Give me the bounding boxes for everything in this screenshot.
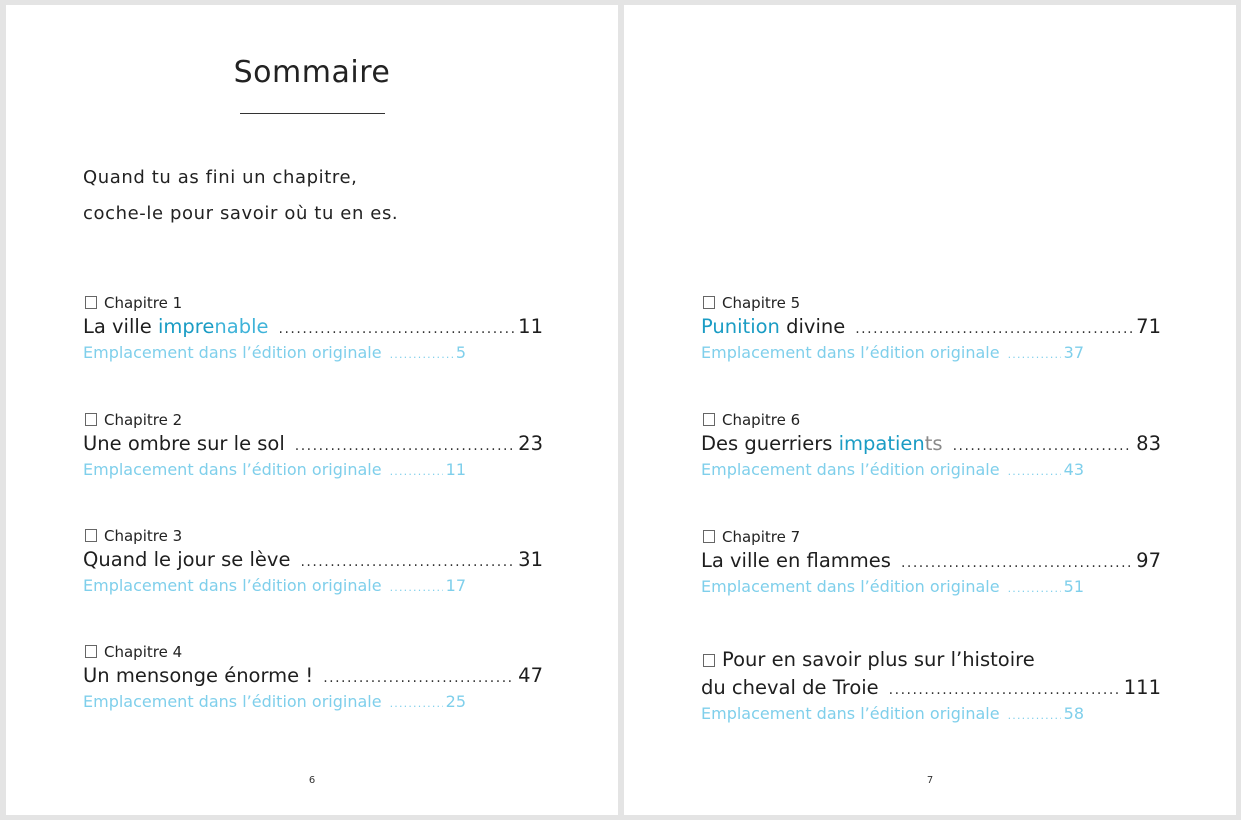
original-location-row xyxy=(83,690,466,714)
chapter-page-number: 11 xyxy=(518,315,543,338)
dot-leader xyxy=(390,343,453,367)
dot-leader xyxy=(323,664,514,692)
chapter-label-row xyxy=(701,527,1161,547)
chapter-title: Un mensonge énorme ! xyxy=(83,664,314,687)
original-location-row xyxy=(701,458,1084,482)
title-underline xyxy=(240,113,385,114)
chapter-title: Une ombre sur le sol xyxy=(83,432,285,455)
chapter-checkbox[interactable] xyxy=(85,529,97,542)
chapter-label-row xyxy=(83,293,543,313)
chapter-label-row xyxy=(83,410,543,430)
original-location-label: Emplacement dans l’édition originale xyxy=(701,460,1000,479)
toc-entry-chapter-6 xyxy=(701,410,1161,482)
chapter-title-row xyxy=(701,674,1161,702)
dot-leader xyxy=(390,576,443,600)
right-page xyxy=(624,5,1236,815)
chapter-checkbox[interactable] xyxy=(703,654,715,667)
chapter-title-row xyxy=(83,430,543,458)
appendix-title-row-1 xyxy=(701,646,1161,674)
original-location-label: Emplacement dans l’édition originale xyxy=(83,692,382,711)
dot-leader xyxy=(855,315,1132,343)
chapter-title-row xyxy=(701,547,1161,575)
chapter-label: Chapitre 3 xyxy=(104,527,183,545)
dot-leader xyxy=(279,315,515,343)
appendix-title-line-2: du cheval de Troie xyxy=(701,676,879,699)
chapter-checkbox[interactable] xyxy=(703,530,715,543)
chapter-page-number: 71 xyxy=(1136,315,1161,338)
intro-line-1: Quand tu as fini un chapitre, xyxy=(83,167,358,188)
chapter-title-row xyxy=(83,546,543,574)
original-location-page: 58 xyxy=(1063,704,1084,723)
chapter-title-row xyxy=(83,662,543,690)
dot-leader xyxy=(1008,460,1061,484)
toc-entry-chapter-1 xyxy=(83,293,543,365)
original-location-label: Emplacement dans l’édition originale xyxy=(701,343,1000,362)
dot-leader xyxy=(889,676,1120,704)
chapter-title: Des guerriers impatients xyxy=(701,432,943,455)
chapter-page-number: 97 xyxy=(1136,549,1161,572)
original-location-page: 11 xyxy=(445,460,466,479)
chapter-title: La ville en flammes xyxy=(701,549,891,572)
page-number: 7 xyxy=(926,775,934,786)
dot-leader xyxy=(901,549,1132,577)
chapter-label: Chapitre 4 xyxy=(104,643,183,661)
intro-line-2: coche-le pour savoir où tu en es. xyxy=(83,203,399,224)
original-location-row xyxy=(83,458,466,482)
dot-leader xyxy=(1008,343,1061,367)
toc-entry-appendix xyxy=(701,646,1161,726)
chapter-title-row xyxy=(701,313,1161,341)
dot-leader xyxy=(390,460,443,484)
left-page xyxy=(6,5,618,815)
chapter-page-number: 83 xyxy=(1136,432,1161,455)
chapter-checkbox[interactable] xyxy=(703,296,715,309)
chapter-title: La ville imprenable xyxy=(83,315,269,338)
original-location-page: 5 xyxy=(455,343,466,362)
chapter-page-number: 23 xyxy=(518,432,543,455)
original-location-page: 37 xyxy=(1063,343,1084,362)
original-location-row xyxy=(701,575,1084,599)
toc-entry-chapter-5 xyxy=(701,293,1161,365)
original-location-row xyxy=(83,574,466,598)
toc-entry-chapter-3 xyxy=(83,526,543,598)
chapter-checkbox[interactable] xyxy=(703,413,715,426)
toc-entry-chapter-7 xyxy=(701,527,1161,599)
chapter-title: Punition divine xyxy=(701,315,846,338)
dot-leader xyxy=(1008,577,1061,601)
original-location-label: Emplacement dans l’édition originale xyxy=(701,704,1000,723)
original-location-page: 25 xyxy=(445,692,466,711)
chapter-checkbox[interactable] xyxy=(85,296,97,309)
chapter-label: Chapitre 5 xyxy=(722,294,801,312)
original-location-label: Emplacement dans l’édition originale xyxy=(83,343,382,362)
original-location-row xyxy=(701,702,1084,726)
dot-leader xyxy=(953,432,1133,460)
original-location-page: 51 xyxy=(1063,577,1084,596)
original-location-label: Emplacement dans l’édition originale xyxy=(83,460,382,479)
original-location-row xyxy=(83,341,466,365)
chapter-title-row xyxy=(83,313,543,341)
chapter-label-row xyxy=(701,410,1161,430)
original-location-label: Emplacement dans l’édition originale xyxy=(83,576,382,595)
chapter-title: Quand le jour se lève xyxy=(83,548,291,571)
page-title: Sommaire xyxy=(233,55,391,90)
chapter-checkbox[interactable] xyxy=(85,413,97,426)
chapter-page-number: 111 xyxy=(1123,676,1161,699)
appendix-title-line-1: Pour en savoir plus sur l’histoire xyxy=(722,648,1035,671)
dot-leader xyxy=(390,692,443,716)
dot-leader xyxy=(1008,704,1061,728)
chapter-page-number: 47 xyxy=(518,664,543,687)
chapter-label: Chapitre 7 xyxy=(722,528,801,546)
dot-leader xyxy=(300,548,514,576)
original-location-page: 43 xyxy=(1063,460,1084,479)
chapter-label-row xyxy=(83,526,543,546)
chapter-title-row xyxy=(701,430,1161,458)
chapter-page-number: 31 xyxy=(518,548,543,571)
chapter-checkbox[interactable] xyxy=(85,645,97,658)
chapter-label-row xyxy=(83,642,543,662)
chapter-label: Chapitre 2 xyxy=(104,411,183,429)
chapter-label: Chapitre 6 xyxy=(722,411,801,429)
toc-entry-chapter-2 xyxy=(83,410,543,482)
page-number: 6 xyxy=(308,775,316,786)
toc-entry-chapter-4 xyxy=(83,642,543,714)
original-location-label: Emplacement dans l’édition originale xyxy=(701,577,1000,596)
chapter-label-row xyxy=(701,293,1161,313)
chapter-label: Chapitre 1 xyxy=(104,294,183,312)
original-location-row xyxy=(701,341,1084,365)
original-location-page: 17 xyxy=(445,576,466,595)
dot-leader xyxy=(295,432,514,460)
